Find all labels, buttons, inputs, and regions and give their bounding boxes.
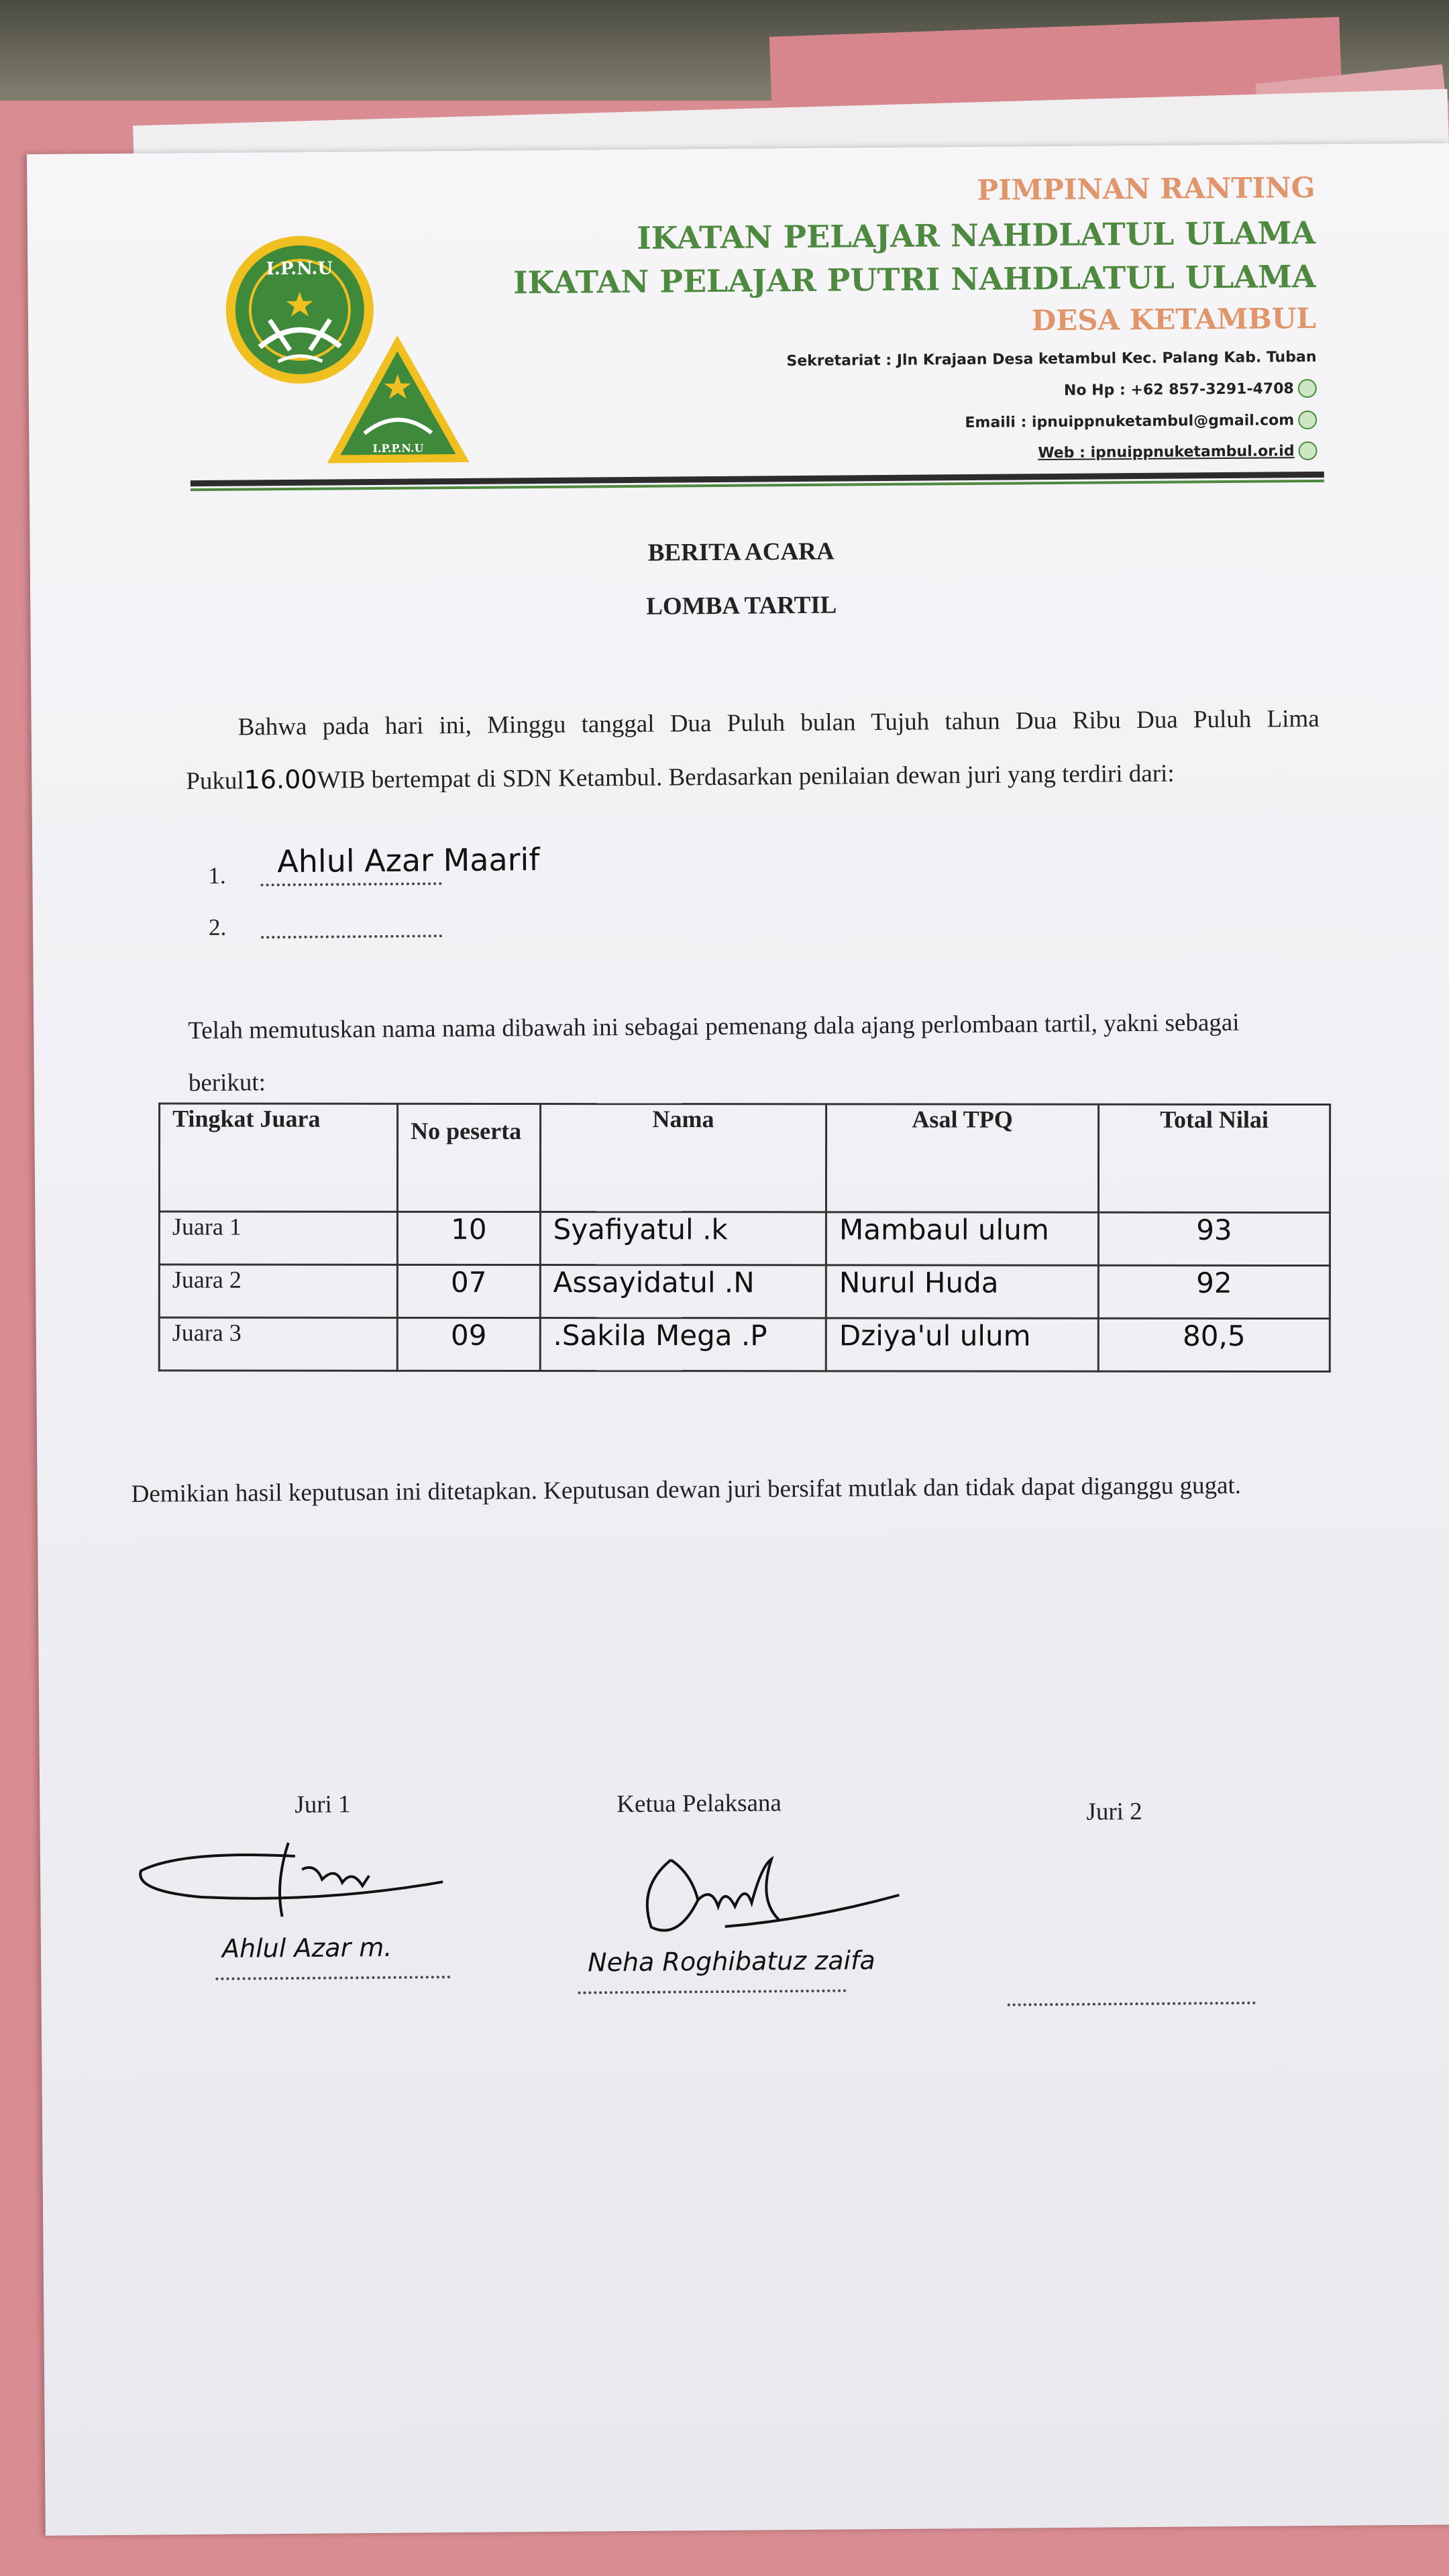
table-cell: 09 xyxy=(397,1318,540,1371)
column-header: Nama xyxy=(540,1104,826,1212)
column-header: Asal TPQ xyxy=(826,1104,1099,1212)
closing-paragraph: Demikian hasil keputusan ini ditetapkan. Keputusan dewan juri bersifat mutlak dan tidak dapat diganggu gugat. xyxy=(131,1471,1242,1508)
table-cell: Mambaul ulum xyxy=(826,1212,1098,1265)
table-cell: .Sakila Mega .P xyxy=(540,1318,826,1371)
org-level-heading: PIMPINAN RANTING xyxy=(977,170,1316,207)
phone-contact: No Hp : +62 857-3291-4708 xyxy=(1064,379,1317,400)
opening-paragraph: Bahwa pada hari ini, Minggu tanggal Dua Puluh bulan Tujuh tahun Dua Ribu Dua Puluh Lima Pukul16.00WIB bertempat di SDN Ketambul. Berdasarkan penilaian dewan juri yang terdiri dari: xyxy=(186,704,1320,796)
table-cell: Juara 1 xyxy=(159,1212,397,1265)
juri-list-number: 1. xyxy=(208,862,226,889)
document-subtitle: LOMBA TARTIL xyxy=(646,591,837,621)
winners-table xyxy=(158,1103,1331,1373)
dotted-line xyxy=(578,1989,847,1994)
table-cell: Syafiyatul .k xyxy=(540,1212,826,1265)
whatsapp-icon xyxy=(1298,379,1317,398)
ketua-name: Neha Roghibatuz zaifa xyxy=(588,1945,875,1978)
dotted-line xyxy=(1008,2002,1256,2006)
svg-text:I.P.P.N.U: I.P.P.N.U xyxy=(372,441,424,455)
column-header: Tingkat Juara xyxy=(159,1104,397,1212)
table-cell: Assayidatul .N xyxy=(540,1265,826,1318)
juri-list-number: 2. xyxy=(208,914,227,941)
table-cell: 80,5 xyxy=(1098,1318,1330,1371)
decision-paragraph: Telah memutuskan nama nama dibawah ini sebagai pemenang dala ajang perlombaan tartil, yakni sebagai berikut: xyxy=(188,1008,1240,1097)
ketua-label: Ketua Pelaksana xyxy=(616,1789,782,1819)
juri1-label: Juri 1 xyxy=(294,1790,351,1819)
juri-list-name: Ahlul Azar Maarif xyxy=(277,841,540,880)
table-cell: 92 xyxy=(1098,1265,1330,1318)
web-contact[interactable]: Web : ipnuippnuketambul.or.id xyxy=(1038,441,1317,462)
column-header: Total Nilai xyxy=(1098,1104,1330,1212)
secretariat-address: Sekretariat : Jln Krajaan Desa ketambul Kec. Palang Kab. Tuban xyxy=(786,348,1317,370)
table-cell: 07 xyxy=(397,1265,540,1318)
svg-text:I.P.N.U: I.P.N.U xyxy=(266,258,333,280)
org-village: DESA KETAMBUL xyxy=(1031,301,1317,337)
juri2-label: Juri 2 xyxy=(1086,1798,1142,1826)
dotted-line xyxy=(261,934,442,938)
table-cell: Dziya'ul ulum xyxy=(826,1318,1098,1371)
table-cell: Nurul Huda xyxy=(826,1265,1098,1318)
document-title: BERITA ACARA xyxy=(647,537,835,567)
handwritten-time: 16.00 xyxy=(244,764,317,795)
ippnu-logo-icon xyxy=(323,332,472,468)
table-row xyxy=(159,1265,1330,1319)
table-row xyxy=(159,1318,1330,1372)
table-cell: Juara 3 xyxy=(159,1318,397,1371)
table-header-row xyxy=(159,1104,1330,1213)
ketua-signature xyxy=(624,1845,906,1947)
dotted-line xyxy=(261,882,442,886)
juri1-signature xyxy=(121,1828,457,1931)
dotted-line xyxy=(215,1976,450,1980)
table-cell: 93 xyxy=(1098,1212,1330,1265)
table-cell: Juara 2 xyxy=(159,1265,397,1318)
table-row xyxy=(159,1212,1330,1266)
web-icon xyxy=(1298,441,1317,460)
email-contact: Emaili : ipnuippnuketambul@gmail.com xyxy=(965,411,1317,432)
juri1-name: Ahlul Azar m. xyxy=(221,1932,392,1964)
email-icon xyxy=(1298,411,1317,429)
document-page xyxy=(27,143,1449,2536)
column-header: No peserta xyxy=(398,1104,541,1212)
org-name-ipnu: IKATAN PELAJAR NAHDLATUL ULAMA xyxy=(637,214,1316,256)
table-cell: 10 xyxy=(397,1212,540,1265)
org-name-ippnu: IKATAN PELAJAR PUTRI NAHDLATUL ULAMA xyxy=(513,258,1316,301)
